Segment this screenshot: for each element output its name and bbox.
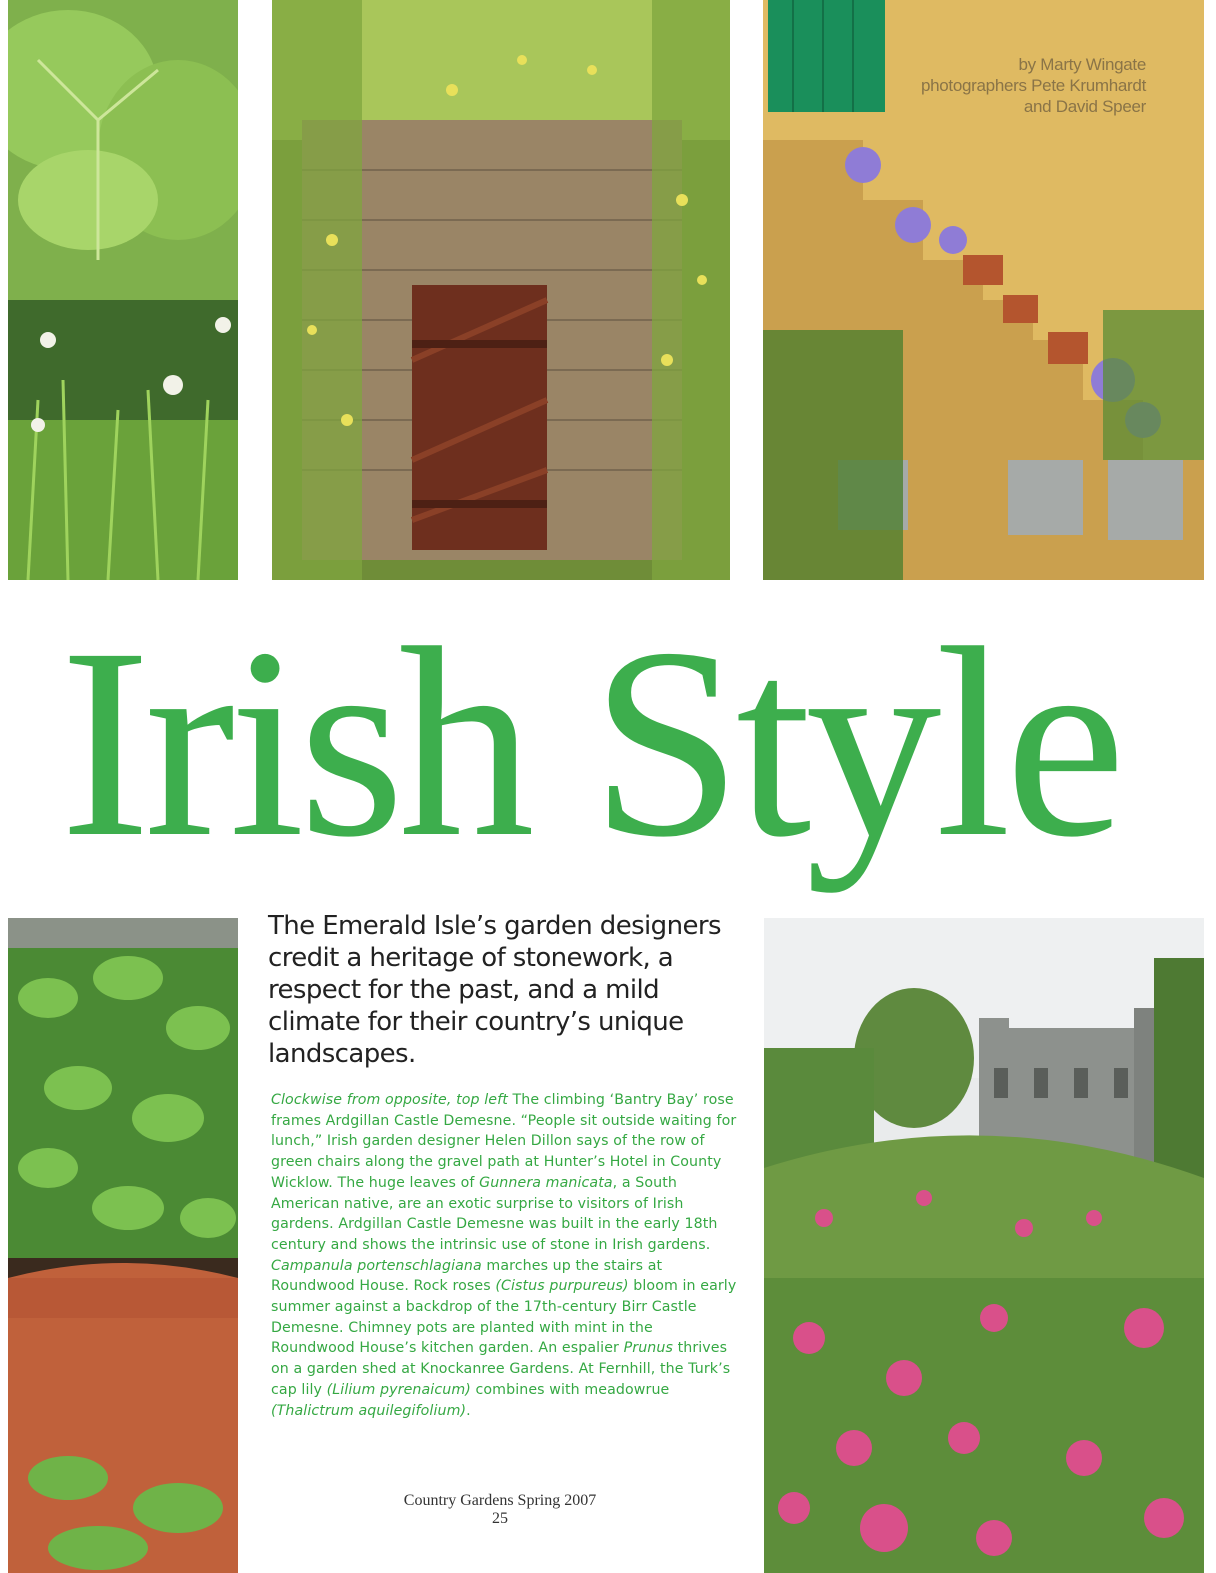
caption-text: bloom in early summer against a backdrop of the 17th-century Birr Castle Demesne. Chimney pots are planted with mint in the Roundwood House’s kitchen garden. An espalier: [271, 1278, 737, 1357]
byline-author: by Marty Wingate: [1018, 55, 1146, 74]
caption-plant-name: Prunus: [623, 1340, 673, 1357]
caption-plant-name: Gunnera manicata: [479, 1174, 613, 1191]
caption-plant-name: Campanula portenschlagiana: [271, 1257, 482, 1274]
caption-lead: Clockwise from opposite, top left: [271, 1092, 508, 1108]
photo-gunnera: [8, 0, 238, 580]
footer-magazine: Country Gardens Spring 2007: [403, 1492, 597, 1509]
caption-plant-name: (Thalictrum aquilegifolium): [271, 1402, 467, 1419]
page-footer: [350, 1492, 650, 1528]
caption-text: .: [466, 1402, 471, 1419]
caption-text: thrives on a garden shed at Knockanree Gardens. At Fernhill, the Turk’s cap lily: [271, 1340, 731, 1398]
deck-subtitle: The Emerald Isle’s garden designers credit a heritage of stonework, a respect for the past, and a mild climate for their country’s unique landscapes.: [268, 911, 721, 1069]
caption-text: combines with meadowrue: [470, 1381, 670, 1398]
photo-caption: [271, 1090, 741, 1421]
photo-mint-chimney-pot: [8, 918, 238, 1573]
byline-photographers: photographers Pete Krumhardt: [920, 76, 1146, 95]
byline: [886, 54, 1146, 117]
photo-castle-rock-roses: [764, 918, 1204, 1573]
caption-text: marches up the stairs at Roundwood House. Rock roses: [271, 1257, 663, 1295]
caption-text: The climbing ‘Bantry Bay’ rose frames Ardgillan Castle Demesne. “People sit outside waiting for lunch,” Irish garden designer Helen Dillon says of the row of green chairs along the gravel path at Hunter’s Hotel in County Wicklow. The huge leaves of: [271, 1092, 737, 1191]
caption-plant-name: (Cistus purpureus): [495, 1278, 629, 1295]
page-title: Irish Style: [60, 592, 1120, 893]
page-number: 25: [492, 1510, 508, 1527]
photo-stone-wall-door: [272, 0, 730, 580]
byline-photographers-cont: and David Speer: [1023, 97, 1146, 116]
caption-text: , a South American native, are an exotic surprise to visitors of Irish gardens. Ardgillan Castle Demesne was built in the early 18th century and shows the intrinsic use of stone in Irish gardens.: [271, 1174, 718, 1253]
caption-plant-name: (Lilium pyrenaicum): [326, 1381, 471, 1398]
